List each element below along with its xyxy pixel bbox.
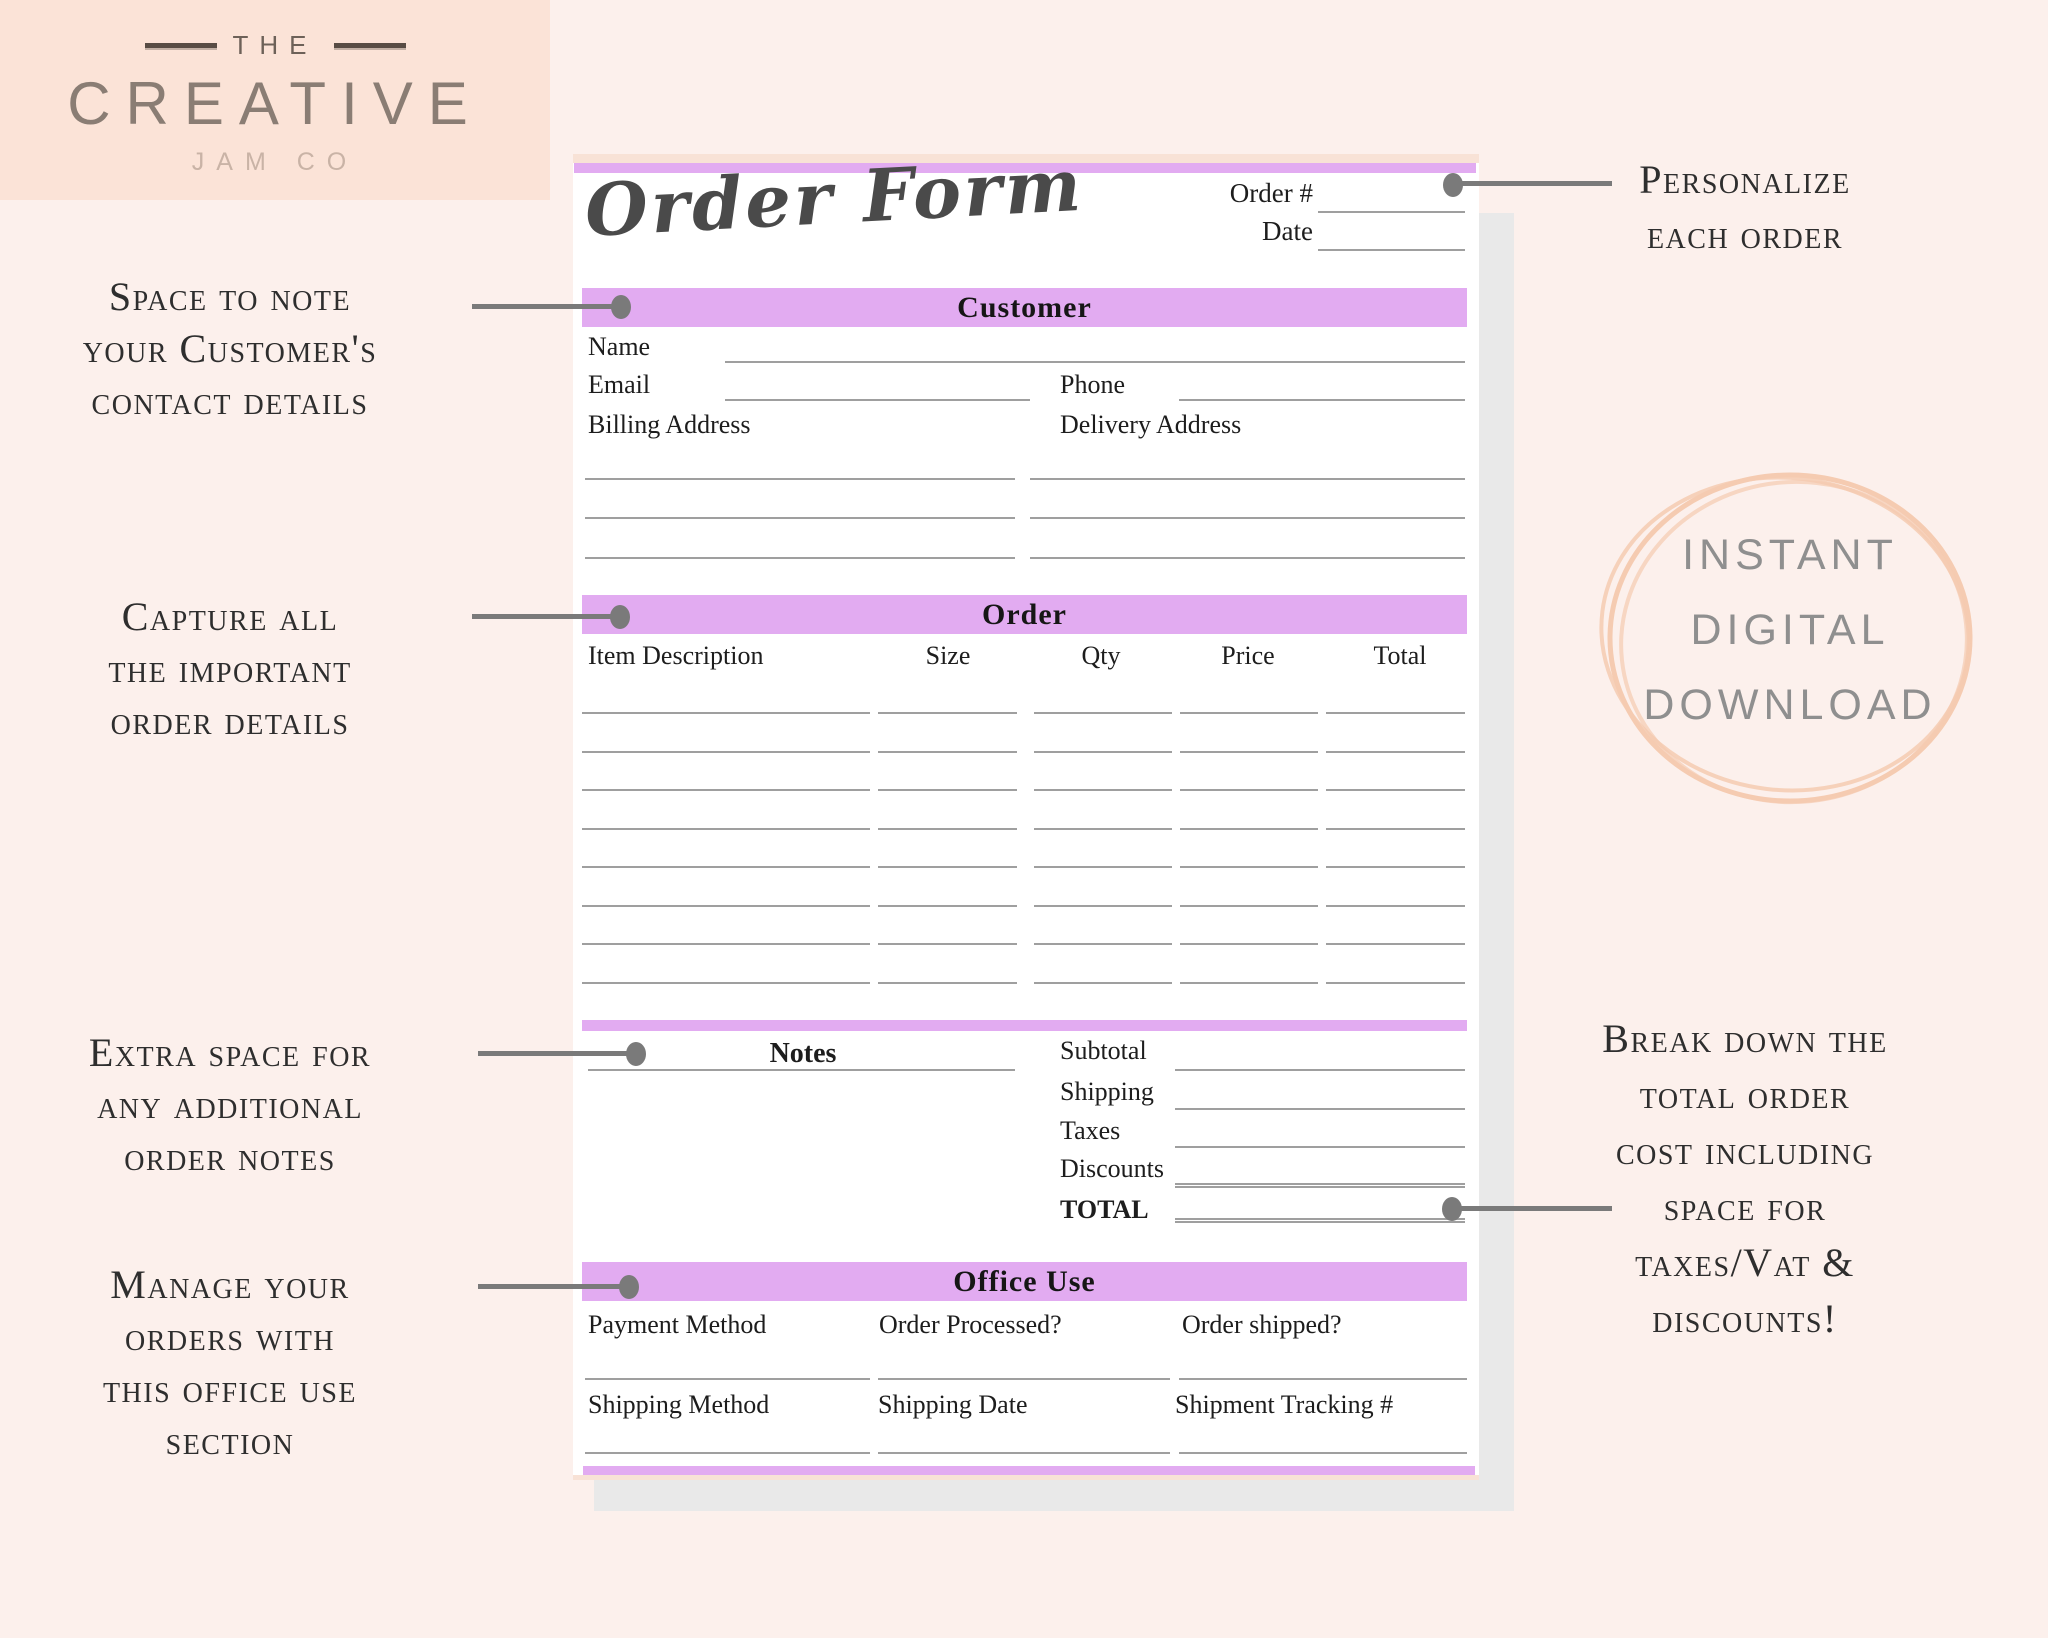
logo-the-row (145, 30, 406, 61)
order-section-title: Order (982, 597, 1067, 631)
order-row-line (1326, 943, 1465, 945)
order-row-line (878, 866, 1017, 868)
annotation-line: orders with (124, 1314, 336, 1359)
discounts-double-line (1175, 1183, 1465, 1188)
logo-right-dash (334, 43, 406, 48)
order-section-bar (582, 595, 1467, 634)
stamp-text (1608, 518, 1972, 743)
order-row-line (582, 828, 870, 830)
office-use-section-title: Office Use (953, 1264, 1096, 1298)
column-header-price: Price (1221, 641, 1275, 670)
annotation-line: Capture all (121, 594, 339, 639)
annotation-line: any additional (97, 1082, 363, 1127)
delivery-line-1 (1030, 478, 1465, 480)
order-row-line (1034, 789, 1172, 791)
shipment-tracking-label: Shipment Tracking # (1175, 1390, 1394, 1419)
payment-method-label: Payment Method (588, 1310, 767, 1339)
shipping-date-label: Shipping Date (878, 1390, 1028, 1419)
annotation-line: taxes/Vat & (1635, 1240, 1855, 1285)
shipping-label: Shipping (1060, 1077, 1154, 1106)
callout-dot-office (619, 1275, 639, 1299)
column-header-qty: Qty (1081, 641, 1121, 670)
annotation-breakdown (1525, 1011, 1965, 1347)
annotation-order-details (20, 591, 440, 747)
order-number-line (1318, 211, 1465, 213)
callout-line-notes (478, 1051, 637, 1056)
notes-divider-bar (582, 1020, 1467, 1031)
order-row-line (1180, 866, 1318, 868)
customer-section-bar (582, 288, 1467, 327)
order-row-line (878, 751, 1017, 753)
callout-line-office (478, 1284, 630, 1289)
order-row-line (582, 866, 870, 868)
annotation-line: Extra space for (88, 1030, 372, 1075)
customer-section-title: Customer (957, 290, 1092, 324)
notes-line (588, 1069, 1015, 1071)
total-label: TOTAL (1060, 1195, 1149, 1224)
billing-line-2 (585, 517, 1015, 519)
order-row-line (1326, 905, 1465, 907)
form-title: Order Form (583, 141, 1086, 253)
callout-line-order (472, 614, 621, 619)
order-row-line (878, 982, 1017, 984)
annotation-line: Break down the (1602, 1016, 1888, 1061)
order-row-line (582, 943, 870, 945)
phone-line (1179, 399, 1465, 401)
date-line (1318, 249, 1465, 251)
stamp-line: DIGITAL (1690, 606, 1890, 654)
order-shipped-label: Order shipped? (1182, 1310, 1342, 1339)
order-row-line (582, 712, 870, 714)
annotation-line: Personalize (1639, 157, 1851, 202)
order-number-label: Order # (1229, 178, 1313, 208)
logo-left-dash (145, 43, 217, 48)
annotation-line: Space to note (108, 274, 352, 319)
taxes-label: Taxes (1060, 1116, 1121, 1145)
order-row-line (1180, 789, 1318, 791)
order-row-line (1034, 751, 1172, 753)
delivery-address-label: Delivery Address (1060, 410, 1242, 439)
order-row-line (1326, 789, 1465, 791)
order-row-line (1326, 982, 1465, 984)
callout-dot-personalize (1443, 173, 1463, 197)
stamp-line: INSTANT (1682, 531, 1898, 579)
delivery-line-3 (1030, 557, 1465, 559)
callout-dot-notes (626, 1042, 646, 1066)
order-row-line (878, 789, 1017, 791)
page-bottom-peach-strip (573, 1475, 1479, 1480)
subtotal-label: Subtotal (1060, 1036, 1147, 1065)
annotation-office-use (20, 1259, 440, 1467)
order-row-line (582, 905, 870, 907)
column-header-item-description: Item Description (588, 641, 764, 670)
annotation-line: your Customer's (82, 326, 378, 371)
order-row-line (1034, 943, 1172, 945)
order-row-line (1034, 982, 1172, 984)
office-row1-line-1 (585, 1378, 870, 1380)
annotation-line: this office use (102, 1366, 358, 1411)
order-row-line (1180, 905, 1318, 907)
order-row-line (1034, 828, 1172, 830)
phone-label: Phone (1060, 370, 1125, 399)
annotation-line: contact details (91, 378, 369, 423)
order-row-line (1326, 866, 1465, 868)
name-line (725, 361, 1465, 363)
annotation-customer-details (20, 271, 440, 427)
taxes-line (1175, 1146, 1465, 1148)
order-row-line (1180, 751, 1318, 753)
order-row-line (1180, 982, 1318, 984)
annotation-line: section (165, 1418, 295, 1463)
order-row-line (1326, 712, 1465, 714)
email-line (725, 399, 1030, 401)
annotation-line: each order (1646, 212, 1844, 257)
annotation-line: cost including (1615, 1128, 1875, 1173)
office-use-section-bar (582, 1262, 1467, 1301)
brand-logo (0, 0, 550, 200)
order-row-line (1326, 751, 1465, 753)
logo-the: THE (232, 29, 318, 60)
logo-brand-name: CREATIVE (67, 69, 483, 137)
order-row-line (878, 828, 1017, 830)
email-label: Email (588, 370, 651, 399)
order-row-line (582, 751, 870, 753)
page-shadow-bottom (594, 1480, 1514, 1511)
order-row-line (1034, 712, 1172, 714)
annotation-line: Manage your (110, 1262, 350, 1307)
office-row1-line-2 (878, 1378, 1170, 1380)
annotation-line: order notes (124, 1134, 336, 1179)
stamp-line: DOWNLOAD (1643, 681, 1937, 729)
column-header-total: Total (1373, 641, 1427, 670)
page-shadow-right (1479, 213, 1514, 1510)
order-row-line (1034, 866, 1172, 868)
annotation-order-notes (20, 1027, 440, 1183)
callout-dot-order (610, 605, 630, 629)
delivery-line-2 (1030, 517, 1465, 519)
notes-label: Notes (769, 1038, 837, 1069)
order-row-line (582, 982, 870, 984)
office-row1-line-3 (1179, 1378, 1467, 1380)
order-row-line (1180, 712, 1318, 714)
billing-address-label: Billing Address (588, 410, 751, 439)
discounts-label: Discounts (1060, 1154, 1164, 1183)
total-double-line (1175, 1218, 1465, 1223)
annotation-personalize (1525, 152, 1965, 262)
annotation-line: the important (108, 646, 352, 691)
order-row-line (1180, 943, 1318, 945)
subtotal-line (1175, 1069, 1465, 1071)
callout-dot-customer (611, 295, 631, 319)
billing-line-1 (585, 478, 1015, 480)
order-row-line (878, 943, 1017, 945)
order-form-page (573, 141, 1479, 1480)
annotation-line: space for (1663, 1184, 1827, 1229)
date-label: Date (1262, 216, 1313, 246)
order-row-line (1326, 828, 1465, 830)
shipping-line (1175, 1108, 1465, 1110)
office-row2-line-3 (1179, 1452, 1467, 1454)
order-row-line (1180, 828, 1318, 830)
order-row-line (878, 712, 1017, 714)
order-row-line (1034, 905, 1172, 907)
billing-line-3 (585, 557, 1015, 559)
annotation-line: total order (1639, 1072, 1851, 1117)
column-header-size: Size (925, 641, 971, 670)
office-row2-line-1 (585, 1452, 870, 1454)
logo-sub-name: JAM CO (191, 147, 359, 176)
order-processed-label: Order Processed? (879, 1310, 1062, 1339)
office-row2-line-2 (878, 1452, 1170, 1454)
callout-dot-total (1442, 1197, 1462, 1221)
annotation-line: order details (110, 698, 350, 743)
name-label: Name (588, 332, 651, 361)
page-bottom-purple-bar (583, 1466, 1475, 1475)
order-row-line (582, 789, 870, 791)
shipping-method-label: Shipping Method (588, 1390, 770, 1419)
callout-line-customer (472, 304, 622, 309)
order-row-line (878, 905, 1017, 907)
annotation-line: discounts! (1652, 1296, 1838, 1341)
